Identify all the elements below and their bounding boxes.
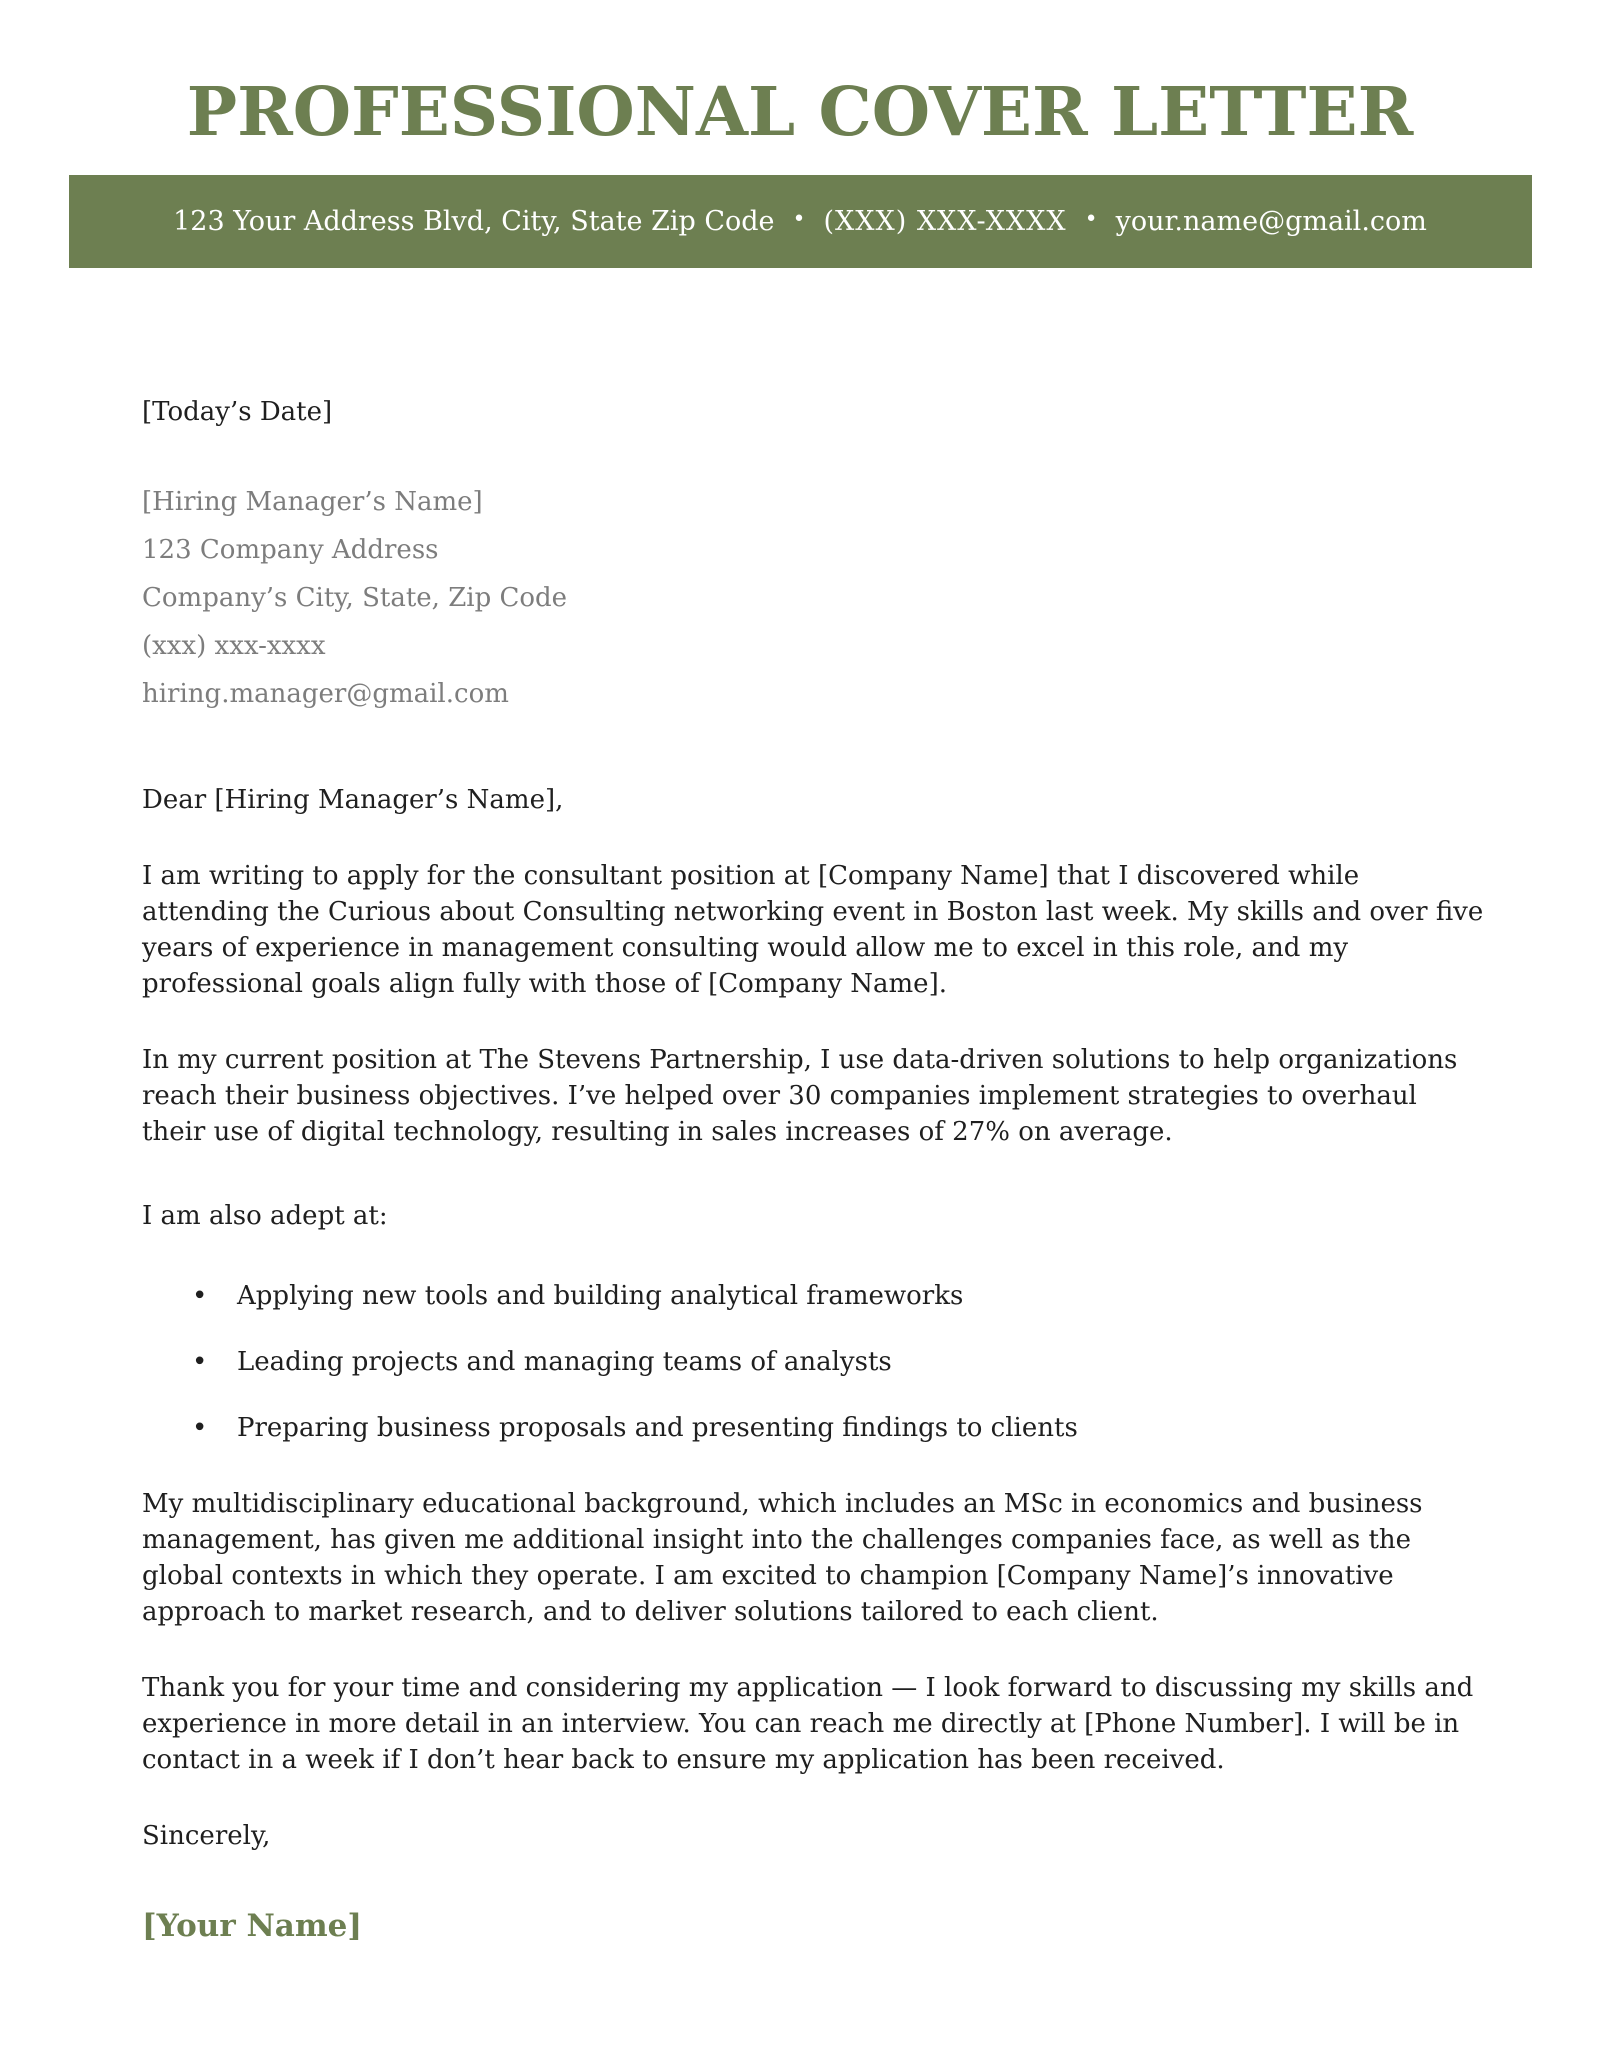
- banner-phone: (XXX) XXX-XXXX: [823, 206, 1067, 237]
- list-item: [142, 1344, 1488, 1380]
- bullet-separator-icon: •: [1084, 207, 1098, 232]
- recipient-address: 123 Company Address: [142, 535, 439, 565]
- skills-list: [142, 1278, 1488, 1446]
- paragraph-intro: I am writing to apply for the consultant position at [Company Name] that I discovered while attending the Curious about Consulting networking event in Boston last week. My skills and over five years of experience in management consulting would allow me to excel in this role, and my professional goals align fully with those of [Company Name].: [142, 861, 1484, 999]
- contact-banner: [69, 175, 1532, 268]
- banner-email: your.name@gmail.com: [1115, 206, 1427, 237]
- date-placeholder: [Today’s Date]: [142, 397, 333, 427]
- paragraph-education: My multidisciplinary educational background, which includes an MSc in economics and business management, has given me additional insight into the challenges companies face, as well as the global contexts in which they operate. I am excited to champion [Company Name]’s innovative approach to market research, and to deliver solutions tailored to each client.: [142, 1489, 1423, 1627]
- bullet-icon: •: [192, 1347, 208, 1377]
- valediction: Sincerely,: [142, 1821, 271, 1851]
- list-item: [142, 1278, 1488, 1314]
- list-item: [142, 1410, 1488, 1446]
- salutation: Dear [Hiring Manager’s Name],: [142, 785, 564, 815]
- paragraph-experience: In my current position at The Stevens Partnership, I use data-driven solutions to help organizations reach their business objectives. I’ve helped over 30 companies implement strategies to overhaul their use of digital technology, resulting in sales increases of 27% on average.: [142, 1045, 1458, 1147]
- list-item-text: Leading projects and managing teams of analysts: [237, 1347, 892, 1377]
- document-title: PROFESSIONAL COVER LETTER: [186, 72, 1414, 151]
- signature-placeholder: [Your Name]: [142, 1908, 363, 1944]
- list-item-text: Preparing business proposals and presenting findings to clients: [237, 1413, 1078, 1443]
- recipient-email: hiring.manager@gmail.com: [142, 679, 509, 709]
- recipient-name: [Hiring Manager’s Name]: [142, 487, 483, 517]
- bullet-icon: •: [192, 1281, 208, 1311]
- paragraph-thanks: Thank you for your time and considering my application — I look forward to discussing my skills and experience in more detail in an interview. You can reach me directly at [Phone Number]. I will be in contact in a week if I don’t hear back to ensure my application has been received.: [142, 1673, 1474, 1775]
- letter-body: [142, 394, 1488, 1944]
- bullet-separator-icon: •: [792, 207, 806, 232]
- skills-list-intro: I am also adept at:: [142, 1201, 388, 1231]
- recipient-city-state-zip: Company’s City, State, Zip Code: [142, 583, 568, 613]
- recipient-phone: (xxx) xxx-xxxx: [142, 631, 326, 661]
- banner-address: 123 Your Address Blvd, City, State Zip Code: [173, 206, 775, 237]
- list-item-text: Applying new tools and building analytical frameworks: [237, 1281, 964, 1311]
- recipient-block: [142, 478, 1488, 718]
- bullet-icon: •: [192, 1413, 208, 1443]
